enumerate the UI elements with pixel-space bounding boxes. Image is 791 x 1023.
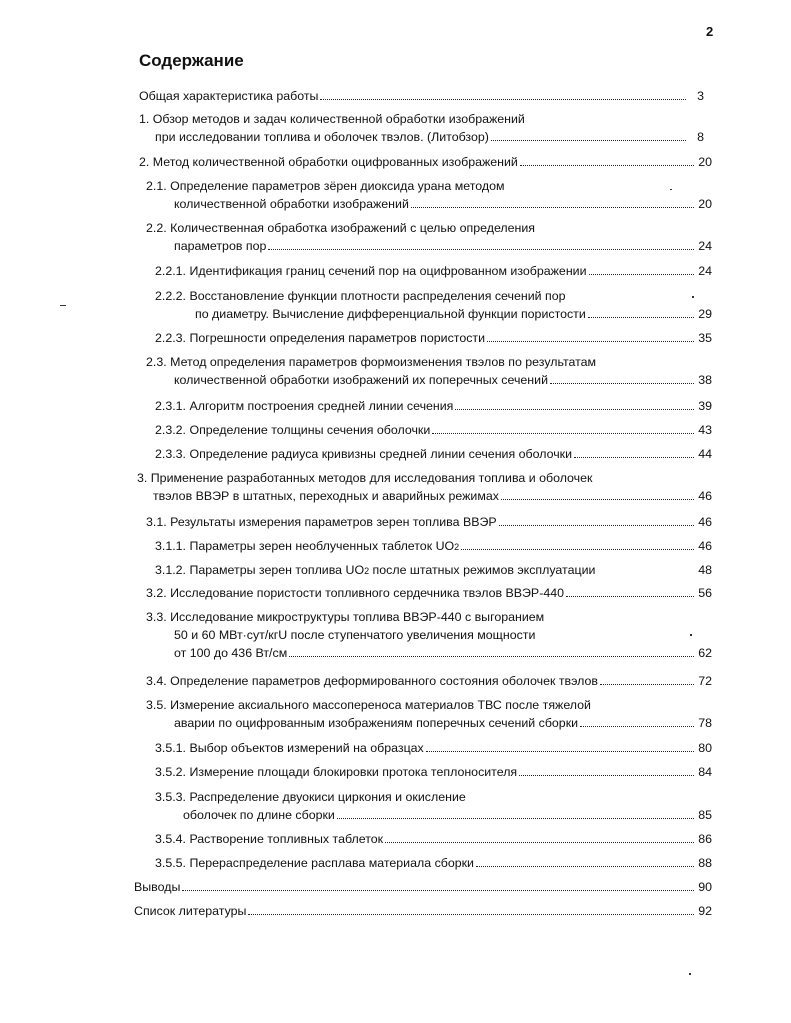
toc-entry — [155, 262, 712, 280]
toc-entry-text: Общая характеристика работы — [139, 89, 319, 103]
scan-speck — [60, 305, 66, 306]
scan-speck — [692, 296, 694, 298]
toc-entry-text: 2.3.2. Определение толщины сечения оболочки — [155, 423, 431, 437]
toc-entry-text: 50 и 60 МВт·сут/кгU после ступенчатого увеличения мощности — [174, 628, 536, 642]
scan-speck — [670, 189, 672, 190]
toc-entry-text: параметров пор — [174, 239, 267, 253]
toc-entry — [146, 696, 712, 732]
toc-entry-line-final — [155, 830, 712, 848]
toc-page-number: 84 — [698, 765, 712, 779]
toc-entry-text: 2.1. Определение параметров зёрен диоксида урана методом — [146, 179, 505, 193]
leader-dots — [501, 488, 694, 500]
toc-entry-text: 3.5.2. Измерение площади блокировки протока теплоносителя — [155, 765, 518, 779]
toc-entry-text: количественной обработки изображений — [174, 197, 409, 211]
toc-entry-text: 3.5.3. Распределение двуокиси циркония и окисление — [155, 790, 466, 804]
toc-page-number: 3 — [697, 89, 704, 103]
toc-entry — [155, 445, 712, 463]
toc-entry-line-final — [146, 644, 712, 662]
toc-entry — [139, 87, 704, 105]
toc-entry-line — [155, 788, 712, 806]
toc-entry-line-final — [146, 513, 712, 531]
leader-dots — [385, 831, 694, 843]
toc-entry-text: твэлов ВВЭР в штатных, переходных и аварийных режимах — [153, 489, 499, 503]
leader-dots — [426, 740, 694, 752]
toc-entry — [155, 763, 712, 781]
toc-page-number: 39 — [698, 399, 712, 413]
toc-entry-text: количественной обработки изображений их поперечных сечений — [174, 373, 548, 387]
toc-entry-line — [146, 353, 712, 371]
toc-page-number: 43 — [698, 423, 712, 437]
toc-entry-text: 3.5.1. Выбор объектов измерений на образцах — [155, 741, 424, 755]
toc-entry-line — [146, 608, 712, 626]
toc-entry-text: после штатных режимов эксплуатации — [369, 563, 596, 577]
page-number: 2 — [706, 24, 714, 39]
leader-dots — [289, 645, 694, 657]
toc-entry-line-final — [139, 87, 704, 105]
leader-dots — [337, 807, 694, 819]
toc-page-number: 24 — [698, 264, 712, 278]
toc-entry — [134, 878, 712, 896]
toc-page-number: 46 — [698, 489, 712, 503]
toc-entry-line — [146, 177, 712, 195]
toc-entry-line-final — [134, 878, 712, 896]
toc-page-number: 86 — [698, 832, 712, 846]
toc-entry-line-final — [146, 672, 712, 690]
toc-page-number: 24 — [698, 239, 712, 253]
scan-speck — [690, 634, 692, 636]
leader-dots — [487, 330, 694, 342]
toc-page-number: 88 — [698, 856, 712, 870]
toc-entry — [139, 153, 712, 171]
toc-page-number: 80 — [698, 741, 712, 755]
toc-entry-text: аварии по оцифрованным изображениям поперечных сечений сборки — [174, 716, 579, 730]
toc-entry-line-final — [134, 902, 712, 920]
toc-entry-line-final: 3.1.1. Параметры зерен необлученных таблеток UO 2 46 — [155, 539, 712, 553]
toc-page-number: 20 — [698, 155, 712, 169]
toc-entry-text: 3.2. Исследование пористости топливного сердечника твэлов ВВЭР-440 — [146, 586, 565, 600]
toc-page-number: 56 — [698, 586, 712, 600]
leader-dots — [491, 129, 686, 141]
toc-entry-text: 2.3.1. Алгоритм построения средней линии сечения — [155, 399, 454, 413]
toc-entry — [155, 329, 712, 347]
toc-entry-text: 3.4. Определение параметров деформированного состояния оболочек твэлов — [146, 674, 598, 688]
leader-dots — [248, 903, 694, 915]
toc-entry — [146, 672, 712, 690]
leader-dots — [600, 673, 694, 685]
toc-entry-text: 2.2.1. Идентификация границ сечений пор на оцифрованном изображении — [155, 264, 587, 278]
leader-dots — [455, 398, 694, 410]
toc-entry-line-final — [146, 195, 712, 213]
toc-entry — [146, 353, 712, 389]
leader-dots — [182, 879, 694, 891]
toc-page-number: 44 — [698, 447, 712, 461]
leader-dots — [566, 585, 694, 597]
toc-entry-text: Выводы — [134, 880, 181, 894]
toc-entry-text: при исследовании топлива и оболочек твэлов. (Литобзор) — [155, 130, 489, 144]
toc-entry — [155, 537, 712, 555]
toc-page-number: 78 — [698, 716, 712, 730]
toc-entry — [146, 513, 712, 531]
toc-entry — [155, 854, 712, 872]
toc-entry-text: 3.1. Результаты измерения параметров зерен топлива ВВЭР — [146, 515, 497, 529]
leader-dots — [519, 764, 694, 776]
toc-entry-line — [137, 469, 712, 487]
toc-entry — [139, 110, 704, 146]
toc-entry-text: 3.1.2. Параметры зерен топлива UO — [155, 563, 365, 577]
toc-entry-text: 3.5.4. Растворение топливных таблеток — [155, 832, 384, 846]
toc-entry-line-final — [155, 262, 712, 280]
scan-speck — [689, 973, 691, 975]
leader-dots — [320, 88, 686, 100]
toc-entry-text: 2.2.3. Погрешности определения параметров пористости — [155, 331, 485, 345]
toc-entry-text: 2.2. Количественная обработка изображений с целью определения — [146, 221, 536, 235]
toc-page-number: 29 — [698, 307, 712, 321]
toc-entry-line-final — [146, 584, 712, 602]
leader-dots — [432, 422, 694, 434]
toc-entry-text: оболочек по длине сборки — [183, 808, 335, 822]
toc-entry-line-final — [155, 445, 712, 463]
toc-entry-line — [146, 696, 712, 714]
toc-entry-text: от 100 до 436 Вт/см — [174, 646, 288, 660]
toc-entry — [137, 469, 712, 505]
toc-entry-line-final — [139, 128, 704, 146]
leader-dots — [589, 263, 695, 275]
toc-entry-line — [155, 287, 712, 305]
toc-entry-line-final — [137, 487, 712, 505]
toc-entry-line-final — [155, 739, 712, 757]
toc-entry — [146, 608, 712, 662]
toc-entry-line-final — [155, 305, 712, 323]
toc-entry-text: 3. Применение разработанных методов для исследования топлива и оболочек — [137, 471, 593, 485]
toc-entry — [155, 421, 712, 439]
toc-entry — [146, 584, 712, 602]
toc-entry-text: 2.3.3. Определение радиуса кривизны средней линии сечения оболочки — [155, 447, 572, 461]
toc-entry-line-final — [146, 714, 712, 732]
toc-page-number: 90 — [698, 880, 712, 894]
toc-entry-text: Список литературы — [134, 904, 247, 918]
toc-page-number: 85 — [698, 808, 712, 822]
toc-entry — [155, 287, 712, 323]
leader-dots — [588, 306, 694, 318]
toc-entry-text: 3.5. Измерение аксиального массопереноса материалов ТВС после тяжелой — [146, 698, 591, 712]
toc-page-number: 35 — [698, 331, 712, 345]
toc-entry-line — [146, 219, 712, 237]
toc-page-number: 20 — [698, 197, 712, 211]
toc-entry-line-final — [146, 237, 712, 255]
toc-entry-line-final — [155, 397, 712, 415]
toc-entry — [134, 902, 712, 920]
toc-page-number: 62 — [698, 646, 712, 660]
toc-entry — [146, 177, 712, 213]
toc-entry — [155, 830, 712, 848]
toc-entry-text: 3.1.1. Параметры зерен необлученных таблеток UO — [155, 539, 455, 553]
leader-dots — [520, 154, 694, 166]
leader-dots — [574, 446, 694, 458]
toc-entry-line — [139, 110, 704, 128]
leader-dots — [268, 238, 694, 250]
toc-entry-line-final: 3.1.2. Параметры зерен топлива UO 2 после штатных режимов эксплуатации 48 — [155, 563, 712, 577]
leader-dots — [476, 855, 694, 867]
leader-dots — [580, 715, 694, 727]
toc-entry-text: 2.3. Метод определения параметров формоизменения твэлов по результатам — [146, 355, 597, 369]
toc-page-number: 92 — [698, 904, 712, 918]
toc-entry-text: 1. Обзор методов и задач количественной обработки изображений — [139, 112, 525, 126]
toc-page-number: 48 — [698, 563, 712, 577]
toc-entry — [155, 739, 712, 757]
toc-entry-line-final — [139, 153, 712, 171]
toc-page-number: 72 — [698, 674, 712, 688]
toc-entry-text: 2.2.2. Восстановление функции плотности распределения сечений пор — [155, 289, 566, 303]
toc-entry-line — [146, 626, 712, 644]
toc-entry-line-final — [155, 854, 712, 872]
leader-dots — [550, 372, 694, 384]
toc-page-number: 38 — [698, 373, 712, 387]
toc-entry — [155, 561, 712, 579]
toc-entry-line-final — [155, 329, 712, 347]
toc-entry-line-final — [155, 763, 712, 781]
leader-dots — [411, 196, 694, 208]
toc-page-number: 46 — [698, 515, 712, 529]
page-title: Содержание — [139, 51, 244, 70]
toc-entry-text: по диаметру. Вычисление дифференциальной функции пористости — [195, 307, 586, 321]
toc-page-number: 8 — [697, 130, 704, 144]
leader-dots — [461, 538, 694, 550]
toc-entry — [146, 219, 712, 255]
toc-entry-text: 3.5.5. Перераспределение расплава материала сборки — [155, 856, 474, 870]
toc-entry-line-final — [146, 371, 712, 389]
toc-entry-line-final — [155, 421, 712, 439]
toc-page-number: 46 — [698, 539, 712, 553]
toc-entry — [155, 788, 712, 824]
toc-entry-text: 3.3. Исследование микроструктуры топлива ВВЭР-440 с выгоранием — [146, 610, 545, 624]
leader-dots — [499, 514, 694, 526]
toc-entry — [155, 397, 712, 415]
toc-entry-text: 2. Метод количественной обработки оцифрованных изображений — [139, 155, 518, 169]
toc-entry-line-final — [155, 806, 712, 824]
